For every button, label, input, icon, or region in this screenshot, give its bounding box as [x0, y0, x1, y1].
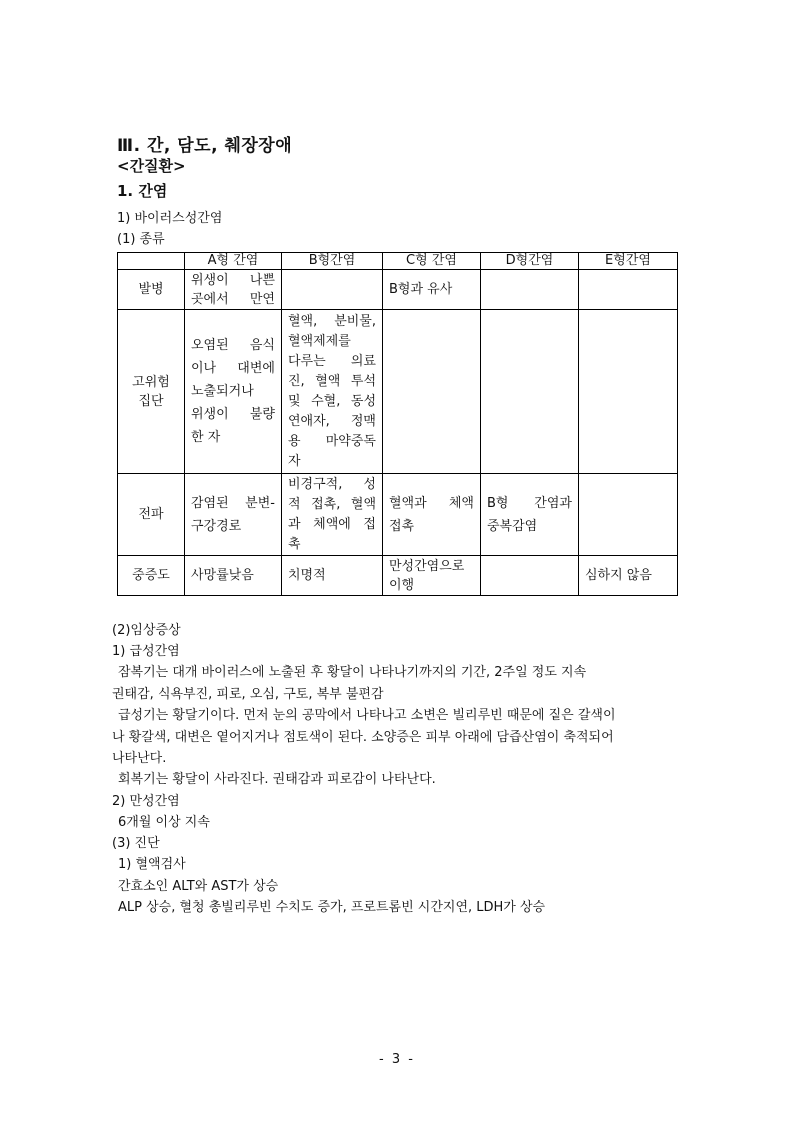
paragraph-line: 나타난다.	[112, 751, 167, 766]
table-cell	[481, 556, 579, 596]
page-number: - 3 -	[379, 1052, 415, 1067]
table-cell: B형 간염과 중복감염	[481, 474, 579, 556]
section-heading: 1. 간염	[117, 182, 168, 200]
row-label: 중증도	[118, 556, 185, 596]
paragraph-line: ALP 상승, 혈청 총빌리루빈 수치도 증가, 프로트롬빈 시간지연, LDH가 상승	[118, 900, 546, 915]
row-label: 고위험 집단	[118, 310, 185, 474]
table-cell: 오염된 음식 이나 대변에 노출되거나 위생이 불량 한 자	[185, 310, 282, 474]
table-header-cell	[118, 253, 185, 270]
table-cell	[383, 310, 481, 474]
table-cell	[579, 270, 678, 310]
table-header-cell: D형간염	[481, 253, 579, 270]
paragraph-line: 간효소인 ALT와 AST가 상승	[118, 879, 279, 894]
table-header-cell: A형 간염	[185, 253, 282, 270]
blood-test-title: 1) 혈액검사	[118, 857, 186, 872]
table-row	[118, 310, 678, 474]
paragraph-line: 잠복기는 대개 바이러스에 노출된 후 황달이 나타나기까지의 기간, 2주일 정도 지속	[118, 665, 587, 680]
table-cell: 치명적	[282, 556, 383, 596]
subsection-title: 1) 바이러스성간염	[117, 211, 223, 226]
table-row	[118, 556, 678, 596]
paragraph-line: 권태감, 식욕부진, 피로, 오심, 구토, 복부 불편감	[112, 687, 384, 702]
table-row	[118, 474, 678, 556]
paragraph-line: 회복기는 황달이 사라진다. 권태감과 피로감이 나타난다.	[118, 772, 436, 787]
table-cell: 혈액, 분비물, 혈액제제를 다루는 의료 진, 혈액 투석 및 수혈, 동성 연애자, 정맥 용 마약중독 자	[282, 310, 383, 474]
types-title: (1) 종류	[117, 232, 165, 247]
hepatitis-types-table	[117, 252, 678, 596]
table-row	[118, 270, 678, 310]
table-cell: 만성간염으로 이행	[383, 556, 481, 596]
table-cell: 비경구적, 성 적 접촉, 혈액 과 체액에 접 촉	[282, 474, 383, 556]
table-cell: 사망률낮음	[185, 556, 282, 596]
table-cell: B형과 유사	[383, 270, 481, 310]
table-cell	[579, 310, 678, 474]
table-cell	[481, 310, 579, 474]
category-heading: <간질환>	[117, 157, 186, 175]
table-header-cell: E형간염	[579, 253, 678, 270]
table-header-cell: C형 간염	[383, 253, 481, 270]
table-cell: 혈액과 체액 접촉	[383, 474, 481, 556]
table-cell	[579, 474, 678, 556]
clinical-title: (2)임상증상	[112, 623, 181, 638]
paragraph-line: 급성기는 황달기이다. 먼저 눈의 공막에서 나타나고 소변은 빌리루빈 때문에 짙은 갈색이	[118, 708, 616, 723]
diagnosis-title: (3) 진단	[112, 836, 160, 851]
table-cell: 심하지 않음	[579, 556, 678, 596]
row-label: 전파	[118, 474, 185, 556]
table-cell: 감염된 분변- 구강경로	[185, 474, 282, 556]
table-header-cell: B형간염	[282, 253, 383, 270]
row-label: 발병	[118, 270, 185, 310]
paragraph-line: 6개월 이상 지속	[118, 815, 210, 830]
table-cell	[481, 270, 579, 310]
table-cell: 위생이 나쁜 곳에서 만연	[185, 270, 282, 310]
chapter-heading: Ⅲ. 간, 담도, 췌장장애	[117, 136, 293, 156]
table-cell	[282, 270, 383, 310]
paragraph-line: 나 황갈색, 대변은 옅어지거나 점토색이 된다. 소양증은 피부 아래에 담즙산염이 축적되어	[112, 730, 614, 745]
table-header-row	[118, 253, 678, 270]
chronic-title: 2) 만성간염	[112, 794, 180, 809]
acute-title: 1) 급성간염	[112, 644, 180, 659]
